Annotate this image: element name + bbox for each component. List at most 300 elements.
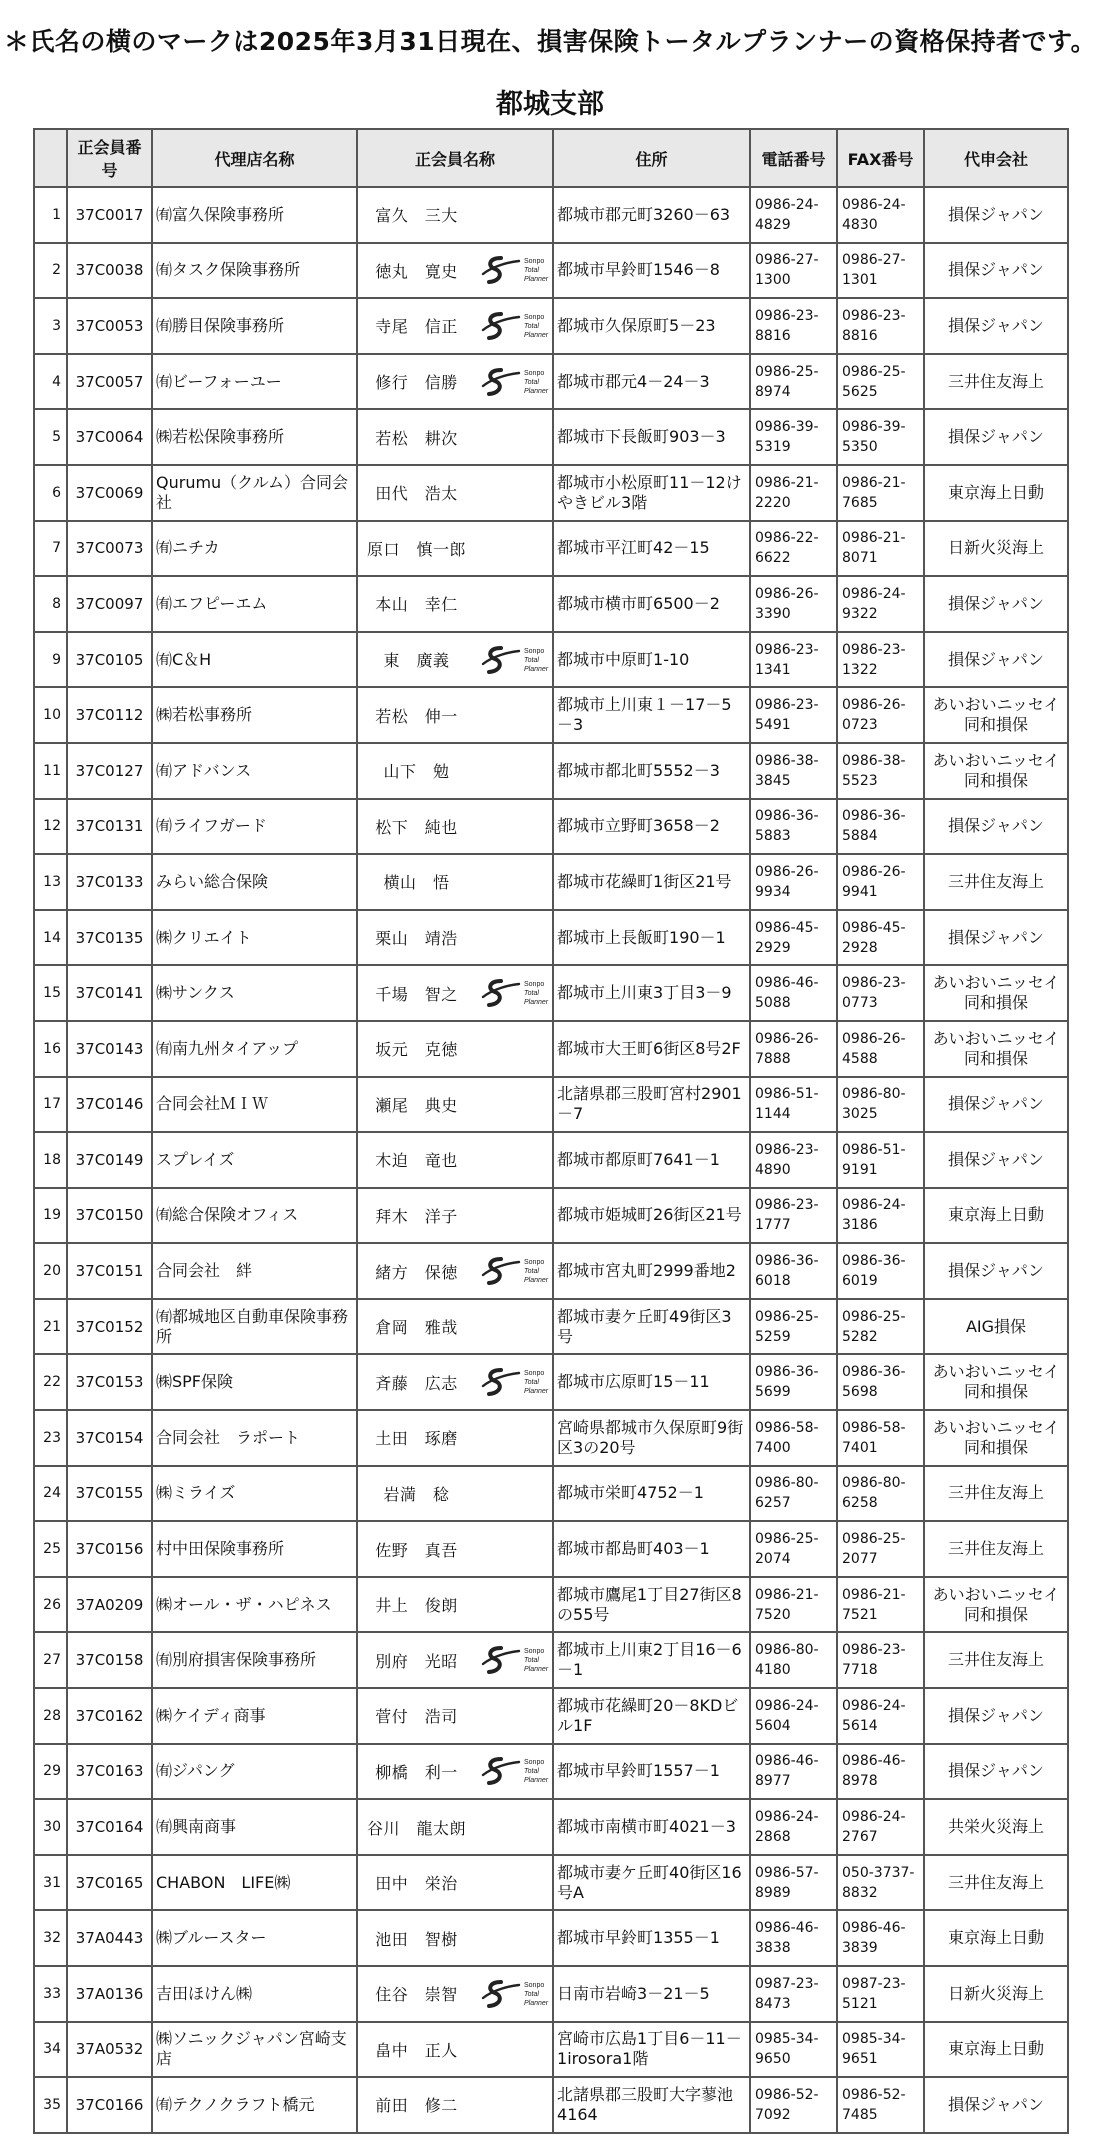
member-table <box>33 128 1069 2134</box>
member-id: 37C0150 <box>67 1188 152 1244</box>
address: 都城市南横市町4021－3 <box>553 1799 750 1855</box>
address: 都城市下長飯町903－3 <box>553 409 750 465</box>
member-id: 37C0127 <box>67 743 152 799</box>
agency-name: ㈲興南商事 <box>152 1799 357 1855</box>
agency-name: ㈱SPF保険 <box>152 1354 357 1410</box>
mark-text-1: Sonpo <box>523 981 544 989</box>
row-index: 15 <box>34 965 67 1021</box>
address: 都城市鷹尾1丁目27街区8の55号 <box>553 1577 750 1633</box>
table-row <box>34 2077 1068 2133</box>
address: 都城市横市町6500－2 <box>553 576 750 632</box>
underwriting-company: 日新火災海上 <box>924 521 1068 577</box>
underwriting-company: 損保ジャパン <box>924 298 1068 354</box>
underwriting-company: 東京海上日動 <box>924 465 1068 521</box>
row-index: 5 <box>34 409 67 465</box>
member-id: 37C0143 <box>67 1021 152 1077</box>
agency-name: ㈱ソニックジャパン宮崎支店 <box>152 2022 357 2078</box>
underwriting-company: 三井住友海上 <box>924 1632 1068 1688</box>
fax-number: 0986-51-9191 <box>837 1132 924 1188</box>
underwriting-company: あいおいニッセイ同和損保 <box>924 1410 1068 1466</box>
table-row <box>34 1799 1068 1855</box>
member-id: 37C0151 <box>67 1243 152 1299</box>
tel-number: 0986-26-3390 <box>750 576 837 632</box>
fax-number: 0986-45-2928 <box>837 910 924 966</box>
member-id: 37C0162 <box>67 1688 152 1744</box>
tel-number: 0986-58-7400 <box>750 1410 837 1466</box>
underwriting-company: 三井住友海上 <box>924 1466 1068 1522</box>
member-name: 拜木 洋子 <box>357 1188 475 1244</box>
address: 都城市立野町3658－2 <box>553 799 750 855</box>
table-row <box>34 632 1068 688</box>
table-row <box>34 1966 1068 2022</box>
address: 都城市広原町15－11 <box>553 1354 750 1410</box>
tel-number: 0986-23-1777 <box>750 1188 837 1244</box>
tel-number: 0986-80-4180 <box>750 1632 837 1688</box>
qualification-mark-cell <box>475 409 553 465</box>
underwriting-company: あいおいニッセイ同和損保 <box>924 687 1068 743</box>
row-index: 23 <box>34 1410 67 1466</box>
fax-number: 0986-36-5698 <box>837 1354 924 1410</box>
mark-text-1: Sonpo <box>523 258 544 266</box>
member-name: 岩満 稔 <box>357 1466 475 1522</box>
table-row <box>34 854 1068 910</box>
underwriting-company: 三井住友海上 <box>924 354 1068 410</box>
agency-name: 村中田保険事務所 <box>152 1521 357 1577</box>
mark-text-3: Planner <box>523 1666 548 1674</box>
qualification-mark-cell <box>475 1966 553 2022</box>
agency-name: ㈱若松事務所 <box>152 687 357 743</box>
member-name: 菅付 浩司 <box>357 1688 475 1744</box>
row-index: 11 <box>34 743 67 799</box>
fax-number: 0986-52-7485 <box>837 2077 924 2133</box>
member-name: 栗山 靖浩 <box>357 910 475 966</box>
address: 都城市妻ケ丘町40街区16号A <box>553 1855 750 1911</box>
agency-name: CHABON LIFE㈱ <box>152 1855 357 1911</box>
col-header-index <box>34 129 67 187</box>
row-index: 12 <box>34 799 67 855</box>
member-name: 別府 光昭 <box>357 1632 475 1688</box>
table-row <box>34 1243 1068 1299</box>
address: 宮崎県都城市久保原町9街区3の20号 <box>553 1410 750 1466</box>
row-index: 6 <box>34 465 67 521</box>
qualification-mark-cell <box>475 965 553 1021</box>
mark-text-3: Planner <box>523 999 548 1007</box>
fax-number: 0986-39-5350 <box>837 409 924 465</box>
qualification-mark-cell <box>475 521 553 577</box>
table-row <box>34 409 1068 465</box>
row-index: 29 <box>34 1744 67 1800</box>
mark-text-2: Total <box>523 1379 539 1387</box>
tel-number: 0986-46-8977 <box>750 1744 837 1800</box>
qualification-mark-cell <box>475 1021 553 1077</box>
qualification-mark-cell <box>475 1744 553 1800</box>
mark-text-3: Planner <box>523 387 548 395</box>
member-name: 瀬尾 典史 <box>357 1077 475 1133</box>
tel-number: 0985-34-9650 <box>750 2022 837 2078</box>
fax-number: 0986-26-4588 <box>837 1021 924 1077</box>
row-index: 9 <box>34 632 67 688</box>
sonpo-total-planner-logo <box>479 1976 549 2012</box>
row-index: 34 <box>34 2022 67 2078</box>
member-id: 37C0057 <box>67 354 152 410</box>
agency-name: ㈲エフピーエム <box>152 576 357 632</box>
tel-number: 0986-38-3845 <box>750 743 837 799</box>
address: 都城市早鈴町1355－1 <box>553 1910 750 1966</box>
fax-number: 0986-36-6019 <box>837 1243 924 1299</box>
qualification-note: ＊氏名の横のマークは2025年3月31日現在、損害保険トータルプランナーの資格保持者です。 <box>3 27 1097 56</box>
member-name: 東 廣義 <box>357 632 475 688</box>
member-name: 井上 俊朗 <box>357 1577 475 1633</box>
fax-number: 0986-25-5625 <box>837 354 924 410</box>
sonpo-total-planner-logo <box>479 1753 549 1789</box>
sonpo-total-planner-logo <box>479 308 549 344</box>
address: 都城市妻ケ丘町49街区3号 <box>553 1299 750 1355</box>
table-row <box>34 799 1068 855</box>
qualification-mark-cell <box>475 1855 553 1911</box>
member-name: 斉藤 広志 <box>357 1354 475 1410</box>
row-index: 30 <box>34 1799 67 1855</box>
table-row <box>34 1188 1068 1244</box>
underwriting-company: 損保ジャパン <box>924 1688 1068 1744</box>
address: 都城市郡元4－24－3 <box>553 354 750 410</box>
fax-number: 0986-46-8978 <box>837 1744 924 1800</box>
member-name: 富久 三大 <box>357 187 475 243</box>
member-id: 37C0164 <box>67 1799 152 1855</box>
table-row <box>34 576 1068 632</box>
underwriting-company: 損保ジャパン <box>924 576 1068 632</box>
qualification-mark-cell <box>475 2077 553 2133</box>
row-index: 24 <box>34 1466 67 1522</box>
underwriting-company: 損保ジャパン <box>924 1132 1068 1188</box>
table-row <box>34 298 1068 354</box>
member-name: 谷川 龍太朗 <box>357 1799 475 1855</box>
qualification-mark-cell <box>475 1577 553 1633</box>
tel-number: 0986-22-6622 <box>750 521 837 577</box>
agency-name: Qurumu（クルム）合同会社 <box>152 465 357 521</box>
qualification-mark-cell <box>475 799 553 855</box>
row-index: 17 <box>34 1077 67 1133</box>
table-row <box>34 1021 1068 1077</box>
tel-number: 0986-25-8974 <box>750 354 837 410</box>
qualification-mark-cell <box>475 1077 553 1133</box>
tel-number: 0986-24-4829 <box>750 187 837 243</box>
agency-name: ㈲アドバンス <box>152 743 357 799</box>
col-header-member-id: 正会員番号 <box>67 129 152 187</box>
mark-text-1: Sonpo <box>523 313 544 321</box>
qualification-mark-cell <box>475 187 553 243</box>
row-index: 4 <box>34 354 67 410</box>
sonpo-total-planner-logo <box>479 1364 549 1400</box>
address: 都城市都島町403－1 <box>553 1521 750 1577</box>
fax-number: 0986-23-1322 <box>837 632 924 688</box>
fax-number: 0986-36-5884 <box>837 799 924 855</box>
agency-name: ㈲総合保険オフィス <box>152 1188 357 1244</box>
underwriting-company: 損保ジャパン <box>924 1077 1068 1133</box>
row-index: 18 <box>34 1132 67 1188</box>
table-header-row <box>34 129 1068 187</box>
fax-number: 0986-25-2077 <box>837 1521 924 1577</box>
row-index: 35 <box>34 2077 67 2133</box>
qualification-mark-cell <box>475 1188 553 1244</box>
qualification-mark-cell <box>475 1243 553 1299</box>
col-header-fax: FAX番号 <box>837 129 924 187</box>
tel-number: 0986-36-5699 <box>750 1354 837 1410</box>
address: 都城市早鈴町1546－8 <box>553 243 750 299</box>
tel-number: 0986-26-9934 <box>750 854 837 910</box>
row-index: 2 <box>34 243 67 299</box>
table-row <box>34 521 1068 577</box>
row-index: 10 <box>34 687 67 743</box>
address: 都城市早鈴町1557－1 <box>553 1744 750 1800</box>
member-name: 本山 幸仁 <box>357 576 475 632</box>
address: 都城市小松原町11－12けやきビル3階 <box>553 465 750 521</box>
tel-number: 0986-52-7092 <box>750 2077 837 2133</box>
agency-name: ㈲テクノクラフト橋元 <box>152 2077 357 2133</box>
member-name: 倉岡 雅哉 <box>357 1299 475 1355</box>
member-id: 37C0155 <box>67 1466 152 1522</box>
fax-number: 0986-21-7521 <box>837 1577 924 1633</box>
fax-number: 0986-27-1301 <box>837 243 924 299</box>
fax-number: 0986-46-3839 <box>837 1910 924 1966</box>
member-id: 37C0038 <box>67 243 152 299</box>
row-index: 31 <box>34 1855 67 1911</box>
member-id: 37C0165 <box>67 1855 152 1911</box>
tel-number: 0986-26-7888 <box>750 1021 837 1077</box>
underwriting-company: あいおいニッセイ同和損保 <box>924 1577 1068 1633</box>
qualification-mark-cell <box>475 576 553 632</box>
underwriting-company: 損保ジャパン <box>924 1744 1068 1800</box>
row-index: 19 <box>34 1188 67 1244</box>
tel-number: 0986-24-2868 <box>750 1799 837 1855</box>
table-body <box>34 187 1068 2133</box>
member-id: 37C0064 <box>67 409 152 465</box>
col-header-address: 住所 <box>553 129 750 187</box>
table-row <box>34 743 1068 799</box>
tel-number: 0986-23-8816 <box>750 298 837 354</box>
fax-number: 0986-25-5282 <box>837 1299 924 1355</box>
sonpo-total-planner-logo <box>479 1253 549 1289</box>
table-row <box>34 1855 1068 1911</box>
member-id: 37A0443 <box>67 1910 152 1966</box>
qualification-mark-cell <box>475 632 553 688</box>
qualification-mark-cell <box>475 1466 553 1522</box>
mark-text-2: Total <box>523 267 539 275</box>
table-row <box>34 1577 1068 1633</box>
underwriting-company: 共栄火災海上 <box>924 1799 1068 1855</box>
member-name: 徳丸 寛史 <box>357 243 475 299</box>
fax-number: 0986-24-3186 <box>837 1188 924 1244</box>
table-row <box>34 1632 1068 1688</box>
member-name: 千場 智之 <box>357 965 475 1021</box>
address: 都城市栄町4752－1 <box>553 1466 750 1522</box>
row-index: 13 <box>34 854 67 910</box>
mark-text-1: Sonpo <box>523 1259 544 1267</box>
qualification-mark-cell <box>475 854 553 910</box>
underwriting-company: 東京海上日動 <box>924 1188 1068 1244</box>
col-header-tel: 電話番号 <box>750 129 837 187</box>
table-row <box>34 1521 1068 1577</box>
address: 北諸県郡三股町大字蓼池4164 <box>553 2077 750 2133</box>
fax-number: 0986-21-7685 <box>837 465 924 521</box>
qualification-mark-cell <box>475 1910 553 1966</box>
address: 都城市姫城町26街区21号 <box>553 1188 750 1244</box>
address: 日南市岩崎3－21－5 <box>553 1966 750 2022</box>
tel-number: 0986-46-3838 <box>750 1910 837 1966</box>
agency-name: ㈲C＆H <box>152 632 357 688</box>
agency-name: ㈲ライフガード <box>152 799 357 855</box>
member-id: 37C0154 <box>67 1410 152 1466</box>
fax-number: 0986-58-7401 <box>837 1410 924 1466</box>
member-name: 畠中 正人 <box>357 2022 475 2078</box>
agency-name: スプレイズ <box>152 1132 357 1188</box>
row-index: 21 <box>34 1299 67 1355</box>
member-name: 緒方 保徳 <box>357 1243 475 1299</box>
underwriting-company: 日新火災海上 <box>924 1966 1068 2022</box>
qualification-mark-cell <box>475 1299 553 1355</box>
tel-number: 0986-36-5883 <box>750 799 837 855</box>
member-name: 若松 伸一 <box>357 687 475 743</box>
qualification-mark-cell <box>475 1799 553 1855</box>
member-id: 37C0166 <box>67 2077 152 2133</box>
agency-name: ㈱若松保険事務所 <box>152 409 357 465</box>
qualification-mark-cell <box>475 354 553 410</box>
agency-name: 合同会社 絆 <box>152 1243 357 1299</box>
member-id: 37C0131 <box>67 799 152 855</box>
qualification-mark-cell <box>475 910 553 966</box>
underwriting-company: 三井住友海上 <box>924 1855 1068 1911</box>
mark-text-2: Total <box>523 378 539 386</box>
tel-number: 0986-51-1144 <box>750 1077 837 1133</box>
table-row <box>34 1466 1068 1522</box>
qualification-mark-cell <box>475 465 553 521</box>
mark-text-1: Sonpo <box>523 1981 544 1989</box>
member-name: 修行 信勝 <box>357 354 475 410</box>
fax-number: 0986-24-2767 <box>837 1799 924 1855</box>
table-row <box>34 2022 1068 2078</box>
agency-name: ㈲都城地区自動車保険事務所 <box>152 1299 357 1355</box>
table-row <box>34 910 1068 966</box>
member-name: 横山 悟 <box>357 854 475 910</box>
member-name: 前田 修二 <box>357 2077 475 2133</box>
member-name: 原口 慎一郎 <box>357 521 475 577</box>
member-id: 37C0112 <box>67 687 152 743</box>
member-name: 木迫 竜也 <box>357 1132 475 1188</box>
fax-number: 0986-23-7718 <box>837 1632 924 1688</box>
mark-text-2: Total <box>523 656 539 664</box>
underwriting-company: あいおいニッセイ同和損保 <box>924 965 1068 1021</box>
row-index: 3 <box>34 298 67 354</box>
member-id: 37C0053 <box>67 298 152 354</box>
row-index: 20 <box>34 1243 67 1299</box>
member-id: 37C0163 <box>67 1744 152 1800</box>
underwriting-company: 東京海上日動 <box>924 2022 1068 2078</box>
agency-name: ㈱ケイディ商事 <box>152 1688 357 1744</box>
tel-number: 0986-25-5259 <box>750 1299 837 1355</box>
member-id: 37C0069 <box>67 465 152 521</box>
table-row <box>34 187 1068 243</box>
row-index: 7 <box>34 521 67 577</box>
member-name: 坂元 克徳 <box>357 1021 475 1077</box>
member-name: 寺尾 信正 <box>357 298 475 354</box>
member-name: 田中 栄治 <box>357 1855 475 1911</box>
tel-number: 0986-23-5491 <box>750 687 837 743</box>
fax-number: 0986-23-8816 <box>837 298 924 354</box>
col-header-agency: 代理店名称 <box>152 129 357 187</box>
address: 北諸県郡三股町宮村2901－7 <box>553 1077 750 1133</box>
agency-name: ㈲勝目保険事務所 <box>152 298 357 354</box>
address: 都城市中原町1-10 <box>553 632 750 688</box>
underwriting-company: 損保ジャパン <box>924 910 1068 966</box>
fax-number: 050-3737-8832 <box>837 1855 924 1911</box>
agency-name: ㈲別府損害保険事務所 <box>152 1632 357 1688</box>
sonpo-total-planner-logo <box>479 642 549 678</box>
agency-name: ㈲富久保険事務所 <box>152 187 357 243</box>
qualification-mark-cell <box>475 298 553 354</box>
agency-name: 合同会社ＭＩＷ <box>152 1077 357 1133</box>
row-index: 22 <box>34 1354 67 1410</box>
row-index: 1 <box>34 187 67 243</box>
agency-name: 吉田ほけん㈱ <box>152 1966 357 2022</box>
fax-number: 0986-24-5614 <box>837 1688 924 1744</box>
row-index: 26 <box>34 1577 67 1633</box>
agency-name: 合同会社 ラポート <box>152 1410 357 1466</box>
member-name: 住谷 崇智 <box>357 1966 475 2022</box>
underwriting-company: 損保ジャパン <box>924 187 1068 243</box>
underwriting-company: 東京海上日動 <box>924 1910 1068 1966</box>
address: 都城市都原町7641－1 <box>553 1132 750 1188</box>
member-name: 田代 浩太 <box>357 465 475 521</box>
tel-number: 0986-36-6018 <box>750 1243 837 1299</box>
member-id: 37A0209 <box>67 1577 152 1633</box>
address: 都城市郡元町3260－63 <box>553 187 750 243</box>
table-row <box>34 1132 1068 1188</box>
agency-name: ㈲ジパング <box>152 1744 357 1800</box>
address: 都城市都北町5552－3 <box>553 743 750 799</box>
row-index: 8 <box>34 576 67 632</box>
mark-text-3: Planner <box>523 665 548 673</box>
underwriting-company: あいおいニッセイ同和損保 <box>924 743 1068 799</box>
member-id: 37C0156 <box>67 1521 152 1577</box>
table-row <box>34 1299 1068 1355</box>
member-name: 土田 琢磨 <box>357 1410 475 1466</box>
address: 都城市花繰町20－8KDビル1F <box>553 1688 750 1744</box>
member-id: 37C0133 <box>67 854 152 910</box>
member-name: 佐野 真吾 <box>357 1521 475 1577</box>
agency-name: ㈲ビーフォーユー <box>152 354 357 410</box>
mark-text-2: Total <box>523 1990 539 1998</box>
member-id: 37C0152 <box>67 1299 152 1355</box>
table-row <box>34 1744 1068 1800</box>
member-id: 37C0017 <box>67 187 152 243</box>
member-name: 若松 耕次 <box>357 409 475 465</box>
mark-text-3: Planner <box>523 276 548 284</box>
address: 都城市久保原町5－23 <box>553 298 750 354</box>
mark-text-2: Total <box>523 990 539 998</box>
qualification-mark-cell <box>475 1132 553 1188</box>
fax-number: 0986-24-4830 <box>837 187 924 243</box>
qualification-mark-cell <box>475 1354 553 1410</box>
mark-text-2: Total <box>523 1657 539 1665</box>
underwriting-company: 損保ジャパン <box>924 1243 1068 1299</box>
qualification-mark-cell <box>475 1632 553 1688</box>
member-id: 37C0158 <box>67 1632 152 1688</box>
agency-name: ㈱ブルースター <box>152 1910 357 1966</box>
fax-number: 0986-80-6258 <box>837 1466 924 1522</box>
row-index: 27 <box>34 1632 67 1688</box>
qualification-mark-cell <box>475 2022 553 2078</box>
agency-name: ㈲ニチカ <box>152 521 357 577</box>
sonpo-total-planner-logo <box>479 1642 549 1678</box>
